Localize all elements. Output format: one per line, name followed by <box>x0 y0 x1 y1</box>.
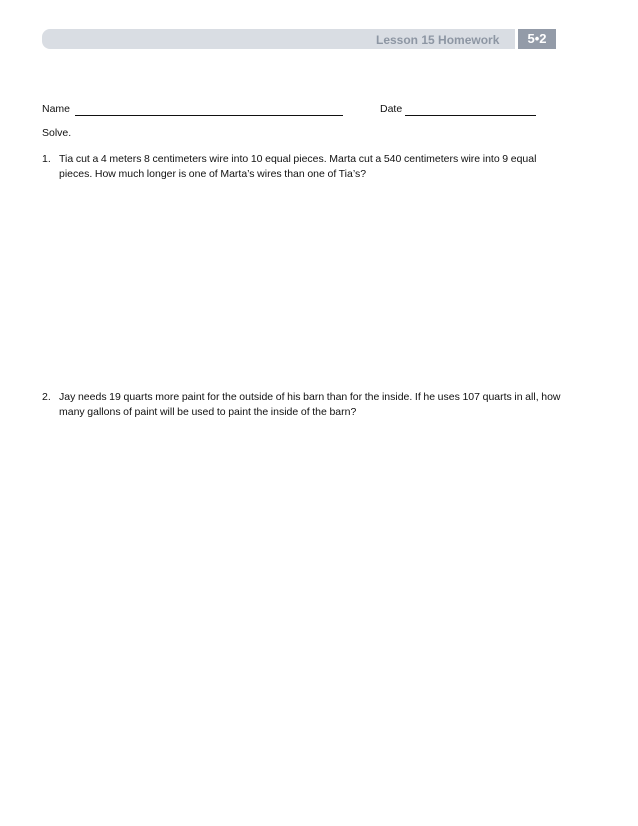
lesson-title: Lesson 15 Homework <box>376 33 500 47</box>
name-field-row <box>42 102 343 116</box>
name-blank <box>75 103 343 116</box>
instruction-text: Solve. <box>42 127 72 139</box>
problem-number: 1. <box>42 153 51 165</box>
date-field-row <box>380 102 536 116</box>
name-label: Name <box>42 103 71 115</box>
module-badge: 5•2 <box>518 29 556 49</box>
problem-text: Jay needs 19 quarts more paint for the outside of his barn than for the inside. If he uses 107 quarts in all, how many gallons of paint will be used to paint the inside of the barn? <box>59 391 561 418</box>
date-label: Date <box>380 103 403 115</box>
problem-item <box>42 152 572 182</box>
problem-text: Tia cut a 4 meters 8 centimeters wire into 10 equal pieces. Marta cut a 540 centimeters wire into 9 equal pieces. How much longer is one of Marta’s wires than one of Tia’s? <box>59 153 537 180</box>
problem-number: 2. <box>42 391 51 403</box>
date-blank <box>405 103 536 116</box>
problem-item <box>42 390 572 420</box>
